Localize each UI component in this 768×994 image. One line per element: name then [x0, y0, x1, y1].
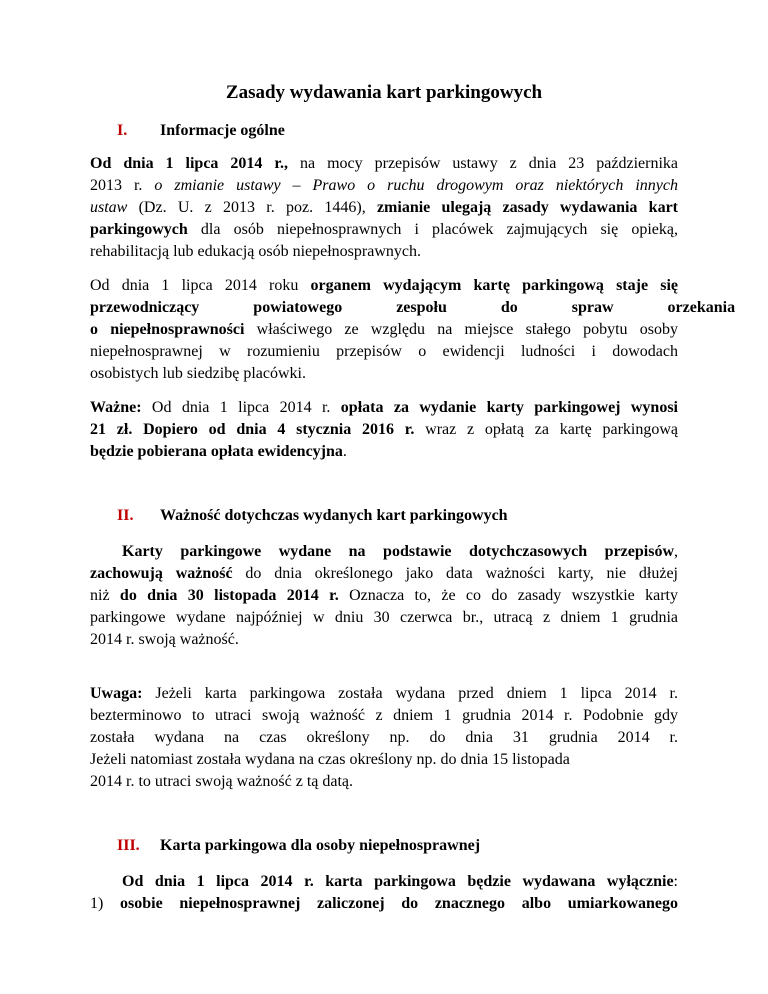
p4-line-5: 2014 r. swoją ważność. [90, 631, 239, 648]
p4-line-1: Karty parkingowe wydane na podstawie dotychczasowych przepisów, [122, 543, 678, 560]
section-1-heading [117, 122, 127, 140]
p5-line-2: bezterminowo to utraci swoją ważność z dniem 1 grudnia 2014 r. Podobnie gdy [90, 707, 678, 724]
section-2-title: Ważność dotychczas wydanych kart parkingowych [160, 507, 508, 524]
section-3-number: III. [117, 837, 140, 854]
p2-line-2: przewodniczący powiatowego zespołu do spraw orzekania [90, 299, 736, 316]
section-1-title: Informacje ogólne [160, 122, 285, 139]
p1-line-4: parkingowych dla osób niepełnosprawnych i placówek zajmujących się opieką, [90, 221, 678, 238]
section-3-title: Karta parkingowa dla osoby niepełnosprawnej [160, 837, 481, 854]
p1-line-5: rehabilitacją lub edukacją osób niepełnosprawnych. [90, 243, 421, 260]
p6-line-1: Od dnia 1 lipca 2014 r. karta parkingowa będzie wydawana wyłącznie: [122, 873, 678, 890]
p5-line-5: 2014 r. to utraci swoją ważność z tą datą. [90, 773, 354, 790]
p2-line-5: osobistych lub siedzibę placówki. [90, 365, 306, 382]
p2-line-3: o niepełnosprawności właściwego ze względu na miejsce stałego pobytu osoby [90, 321, 678, 338]
p5-line-1: Uwaga: Jeżeli karta parkingowa została wydana przed dniem 1 lipca 2014 r. [90, 685, 678, 702]
p6-line-2: 1) osobie niepełnosprawnej zaliczonej do znacznego albo umiarkowanego [90, 895, 679, 912]
p1-line-1: Od dnia 1 lipca 2014 r., na mocy przepisów ustawy z dnia 23 października [90, 155, 679, 172]
p2-line-4: niepełnosprawnej w rozumieniu przepisów o ewidencji ludności i dowodach [90, 343, 678, 360]
p4-line-2: zachowują ważność do dnia określonego jako data ważności karty, nie dłużej [90, 565, 678, 582]
p3-line-2: 21 zł. Dopiero od dnia 4 stycznia 2016 r. wraz z opłatą za kartę parkingową [90, 421, 678, 438]
p3-line-1: Ważne: Od dnia 1 lipca 2014 r. opłata za wydanie karty parkingowej wynosi [90, 399, 679, 416]
p5-line-3: została wydana na czas określony np. do dnia 31 grudnia 2014 r. [90, 729, 678, 746]
p4-line-4: parkingowe wydane najpóźniej w dniu 30 czerwca br., utracą z dniem 1 grudnia [90, 609, 678, 626]
p4-line-3: niż do dnia 30 listopada 2014 r. Oznacza to, że co do zasady wszystkie karty [90, 587, 679, 604]
section-3-heading [117, 837, 140, 855]
p5-line-4: Jeżeli natomiast została wydana na czas określony np. do dnia 15 listopada [90, 751, 570, 768]
section-1-number: I. [117, 122, 128, 139]
section-2-number: II. [117, 507, 134, 524]
p3-line-3: będzie pobierana opłata ewidencyjna. [90, 443, 347, 460]
p1-line-3: ustaw (Dz. U. z 2013 r. poz. 1446), zmianie ulegają zasady wydawania kart [90, 199, 678, 216]
section-2-heading [117, 507, 133, 525]
p1-line-2: 2013 r. o zmianie ustawy – Prawo o ruchu drogowym oraz niektórych innych [90, 177, 678, 194]
p2-line-1: Od dnia 1 lipca 2014 roku organem wydającym kartę parkingową staje się [90, 277, 678, 294]
document-title: Zasady wydawania kart parkingowych [225, 82, 543, 103]
